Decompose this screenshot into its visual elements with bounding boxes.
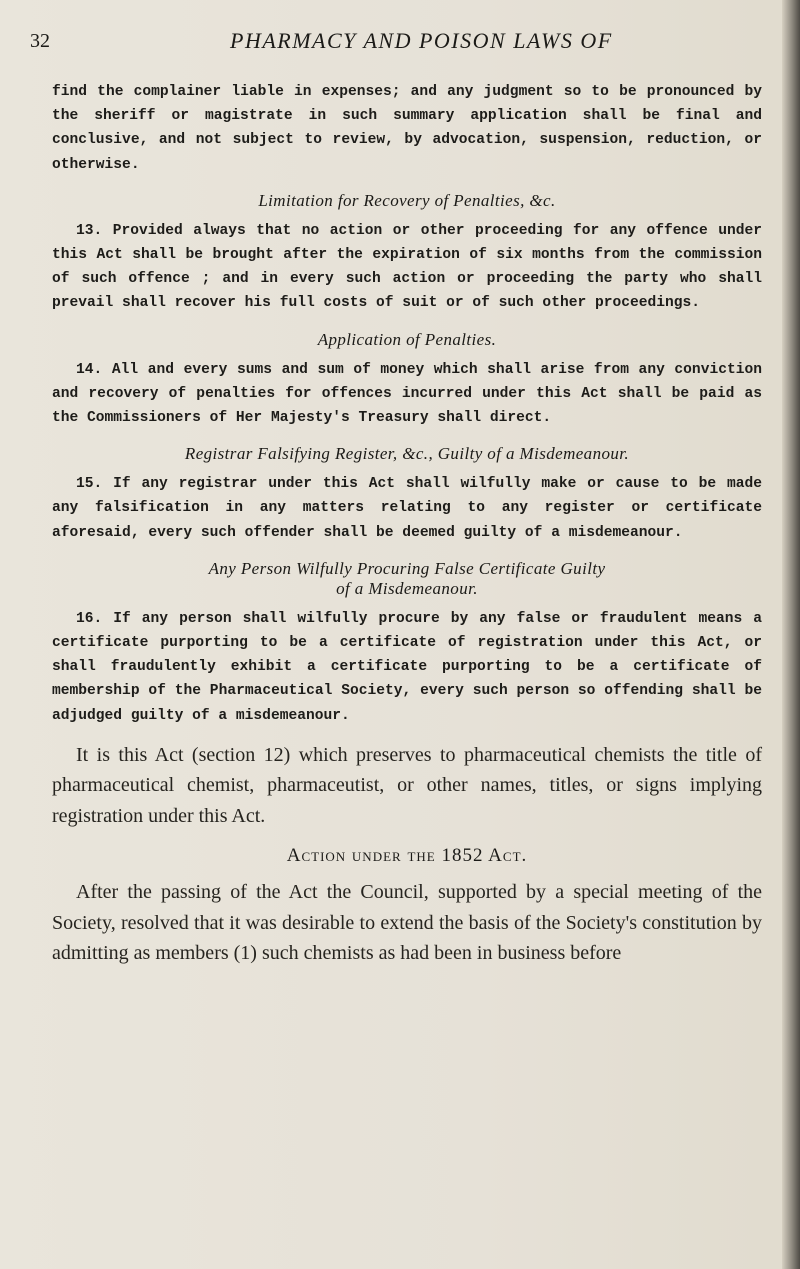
- paragraph-intro: find the complainer liable in expenses; and any judgment so to be pronounced by the sheriff or magistrate in such summary application shall be final and conclusive, and not subject to review, by advocation, suspension, reduction, or otherwise.: [52, 84, 762, 173]
- paragraph-section-16: 16. If any person shall wilfully procure by any false or fraudulent means a certificate purporting to be a certificate of registration under this Act, or shall fraudulently exhibit a certificate purporting to be a certificate of membership of the Pharmaceutical Society, every such person so offending shall be adjudged guilty of a misdemeanour.: [52, 610, 762, 724]
- heading-application: Application of Penalties.: [317, 329, 497, 349]
- heading-person: [52, 559, 762, 599]
- paragraph-section-14: 14. All and every sums and sum of money which shall arise from any conviction and recovery of penalties for offences incurred under this Act shall be paid as the Commissioners of Her Majesty's Treasury shall direct.: [52, 361, 762, 427]
- heading-limitation: Limitation for Recovery of Penalties, &c.: [258, 190, 556, 210]
- page-header: [30, 22, 750, 62]
- paragraph-commentary: It is this Act (section 12) which preserves to pharmaceutical chemists the title of pharmaceutical chemist, pharmaceutist, or other names, titles, or signs implying registration under this Act.: [52, 743, 762, 827]
- page-edge-shadow: [782, 0, 800, 1269]
- paragraph-after-passing: After the passing of the Act the Council, supported by a special meeting of the Society, resolved that it was desirable to extend the basis of the Society's constitution by admitting as members (1) such chemists as had been in business before: [52, 881, 762, 965]
- heading-registrar: Registrar Falsifying Register, &c., Guilty of a Misdemeanour.: [184, 444, 630, 464]
- page-number: 32: [30, 30, 50, 52]
- heading-person-line-1: Any Person Wilfully Procuring False Certificate Guilty: [208, 558, 606, 578]
- running-title: PHARMACY AND POISON LAWS OF: [230, 28, 613, 53]
- heading-person-line-2: of a Misdemeanour.: [336, 578, 478, 598]
- paragraph-section-15: 15. If any registrar under this Act shall wilfully make or cause to be made any falsification in any matters relating to any register or certificate aforesaid, every such offender shall be deemed guilty of a misdemeanour.: [52, 476, 762, 541]
- paragraph-section-13: 13. Provided always that no action or other proceeding for any offence under this Act shall be brought after the expiration of six months from the commission of such offence ; and in every such action or proceeding the party who shall prevail shall recover his full costs of suit or of such other proceedings.: [52, 222, 762, 312]
- page-body: [52, 80, 762, 969]
- heading-action: Action under the 1852 Act.: [286, 845, 528, 867]
